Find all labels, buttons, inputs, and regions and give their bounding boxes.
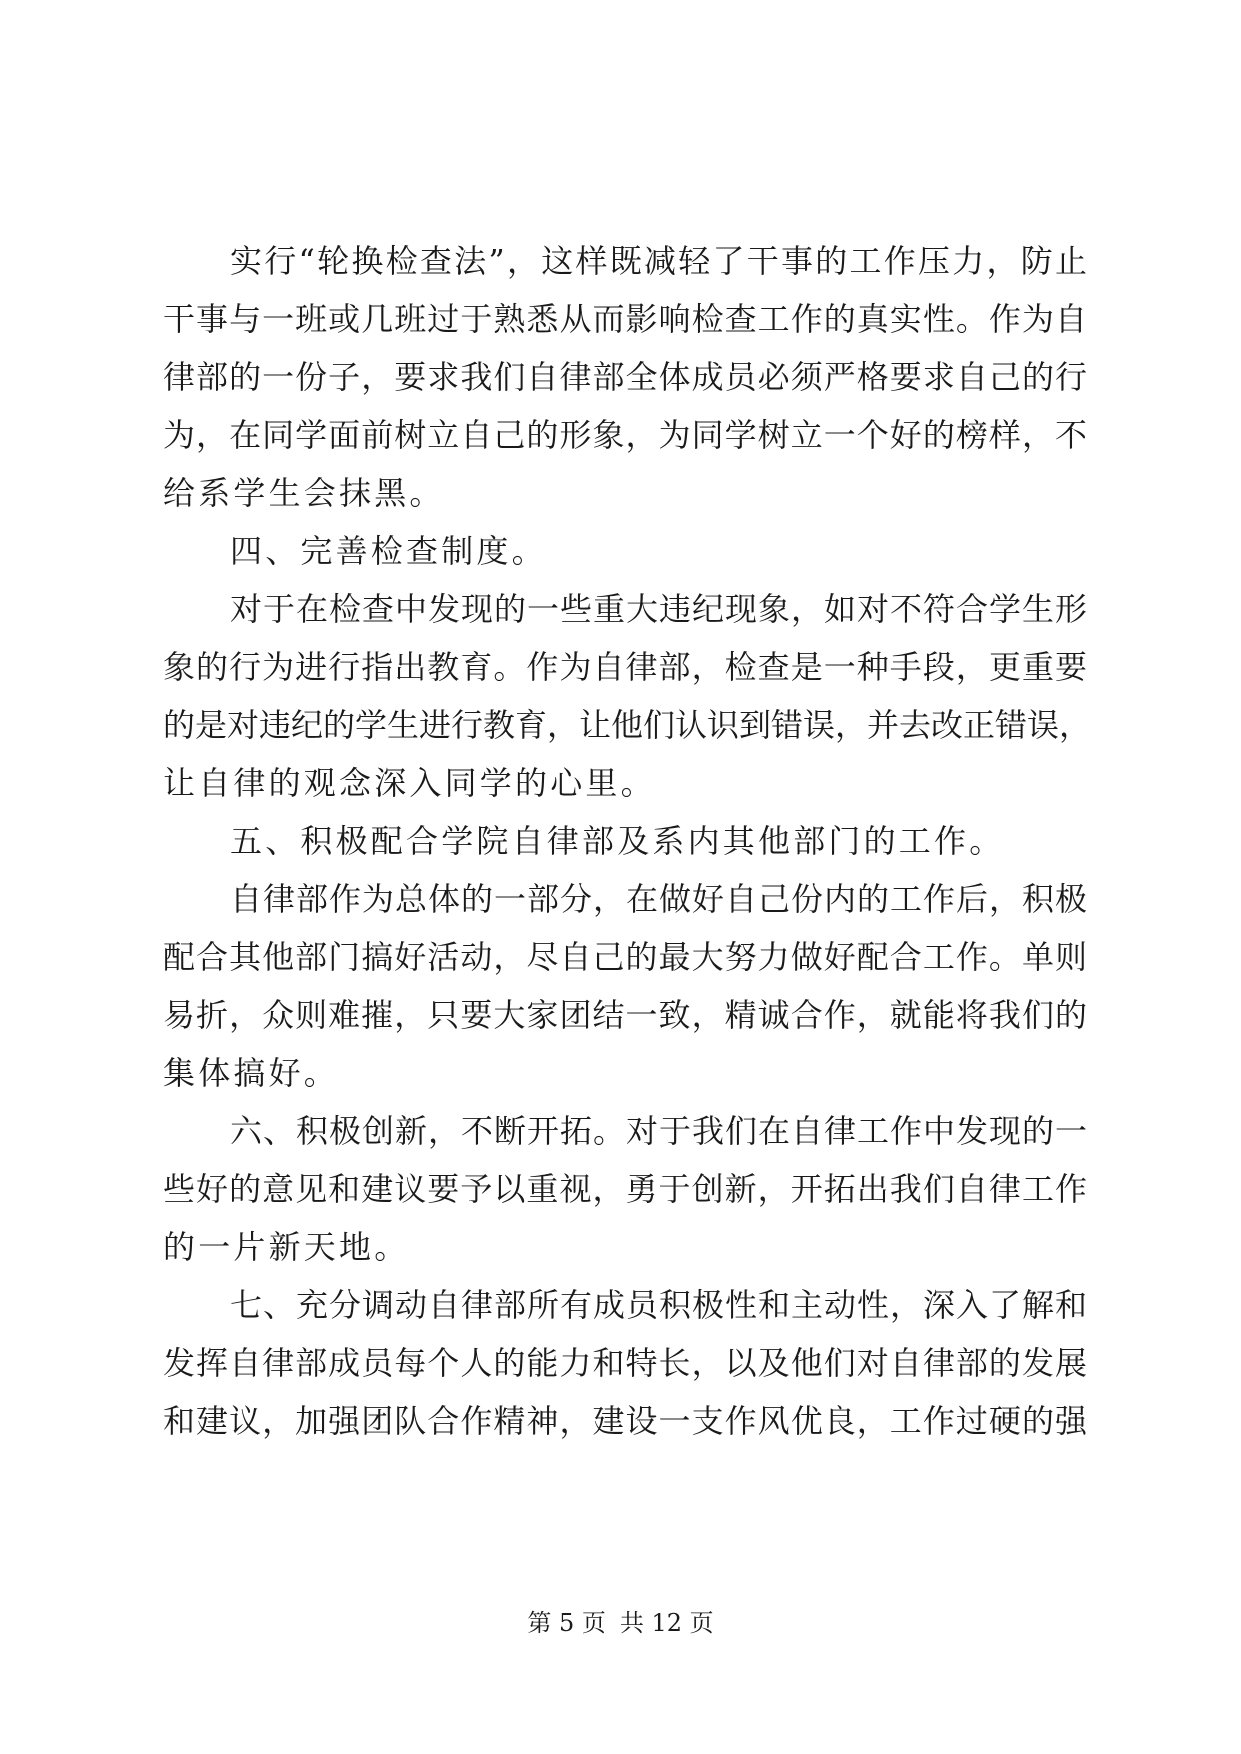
paragraph-line: 实行“轮换检查法”，这样既减轻了干事的工作压力，防止 bbox=[230, 242, 1087, 280]
paragraph-line: 的一片新天地。 bbox=[163, 1228, 410, 1266]
paragraph-line: 六、积极创新，不断开拓。对于我们在自律工作中发现的一 bbox=[230, 1112, 1087, 1150]
paragraph-line: 象的行为进行指出教育。作为自律部，检查是一种手段，更重要 bbox=[163, 648, 1087, 686]
paragraph-line: 律部的一份子，要求我们自律部全体成员必须严格要求自己的行 bbox=[163, 358, 1087, 396]
paragraph-line: 的是对违纪的学生进行教育，让他们认识到错误，并去改正错误， bbox=[163, 706, 1092, 744]
document-body bbox=[163, 232, 1092, 1450]
page-total: 共 12 页 bbox=[619, 1609, 714, 1637]
page-footer bbox=[0, 1608, 1241, 1638]
paragraph-line: 发挥自律部成员每个人的能力和特长，以及他们对自律部的发展 bbox=[163, 1344, 1087, 1382]
paragraph-line: 七、充分调动自律部所有成员积极性和主动性，深入了解和 bbox=[230, 1286, 1087, 1324]
section-heading: 五、积极配合学院自律部及系内其他部门的工作。 bbox=[230, 822, 1005, 860]
paragraph-line: 些好的意见和建议要予以重视，勇于创新，开拓出我们自律工作 bbox=[163, 1170, 1087, 1208]
section-heading: 四、完善检查制度。 bbox=[230, 532, 547, 570]
page-number: 第 5 页 bbox=[527, 1609, 606, 1637]
paragraph-line: 给系学生会抹黑。 bbox=[163, 474, 445, 512]
paragraph-line: 易折，众则难摧，只要大家团结一致，精诚合作，就能将我们的 bbox=[163, 996, 1087, 1034]
paragraph-line: 为，在同学面前树立自己的形象，为同学树立一个好的榜样，不 bbox=[163, 416, 1087, 454]
paragraph-line: 对于在检查中发现的一些重大违纪现象，如对不符合学生形 bbox=[230, 590, 1087, 628]
paragraph-line: 和建议，加强团队合作精神，建设一支作风优良，工作过硬的强 bbox=[163, 1402, 1087, 1440]
paragraph-line: 集体搞好。 bbox=[163, 1054, 340, 1092]
paragraph-line: 配合其他部门搞好活动，尽自己的最大努力做好配合工作。单则 bbox=[163, 938, 1087, 976]
paragraph-line: 自律部作为总体的一部分，在做好自己份内的工作后，积极 bbox=[230, 880, 1087, 918]
paragraph-line: 干事与一班或几班过于熟悉从而影响检查工作的真实性。作为自 bbox=[163, 300, 1087, 338]
paragraph-line: 让自律的观念深入同学的心里。 bbox=[163, 764, 656, 802]
